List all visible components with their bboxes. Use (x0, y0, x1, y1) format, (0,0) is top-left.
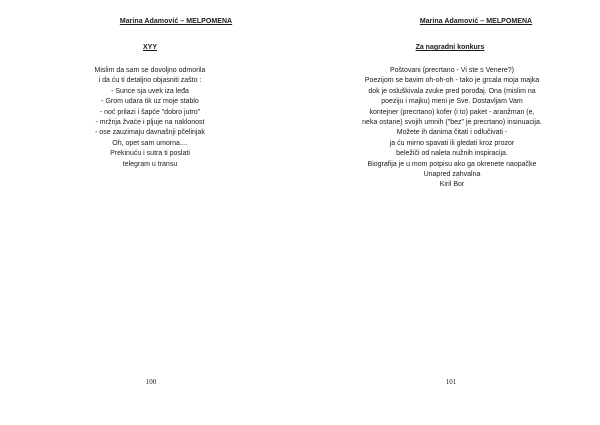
left-poem-title: XYY (142, 44, 157, 51)
poem-line: Biografija je u mom potpisu ako ga okrenete naopačke (367, 160, 537, 168)
poem-line: Unapred zahvalna (423, 171, 481, 179)
left-page-number: 100 (145, 378, 157, 386)
poem-line: beležiči od naleta nužnih inspiracija. (396, 150, 508, 158)
poem-line: Poštovani (precrtano - Vi ste s Venere?) (390, 67, 514, 74)
left-running-header: Marina Adamović – MELPOMENA (119, 18, 233, 25)
left-poem-body (50, 66, 250, 170)
right-running-header: Marina Adamović – MELPOMENA (419, 18, 533, 25)
poem-line: - Grom udara tik uz moje stablo (101, 98, 199, 106)
poem-line: Prekinuću i sutra ti poslati (110, 150, 190, 158)
poem-line: - noć prilazi i šapće "dobro jutro" (99, 108, 201, 116)
poem-line: i da ću ti detaljno objasniti zašto : (98, 77, 202, 85)
poem-line: Poezijom se bavim oh-oh-oh - tako je grcala moja majka (364, 77, 540, 85)
poem-line: Možete ih danima čitati i odlučivati - (396, 129, 508, 137)
poem-line: Kiril Bor (439, 181, 465, 189)
poem-line: - Sunce sja uvek iza leđa (111, 87, 189, 95)
poem-line: - mržnja žvaće i pljuje na naklonost (95, 119, 205, 127)
right-poem-body (346, 66, 558, 191)
poem-line: ja ću mirno spavati ili gledati kroz prozor (389, 139, 515, 147)
poem-line: - ose zauzimaju davnašnji pčelinjak (95, 129, 205, 137)
right-page (300, 0, 600, 425)
poem-line: Mislim da sam se dovoljno odmorila (94, 67, 206, 74)
poem-line: Oh, opet sam umorna.... (112, 139, 188, 147)
right-poem-title: Za nagradni konkurs (415, 44, 485, 51)
poem-line: neka ostane) svojih umnih ("bez" je precrtano) insinuacija. (362, 119, 542, 127)
right-page-number: 101 (445, 378, 457, 386)
poem-line: telegram u transu (122, 160, 178, 168)
poem-line: dok je osluškivala zvuke pred porođaj. Ona (mislim na (368, 87, 536, 95)
poem-line: kontejner (precrtano) kofer (i to) paket - aranžman (e, (369, 108, 535, 116)
poem-line: poeziju i majku) meni je Sve. Dostavljam Vam (381, 98, 523, 106)
